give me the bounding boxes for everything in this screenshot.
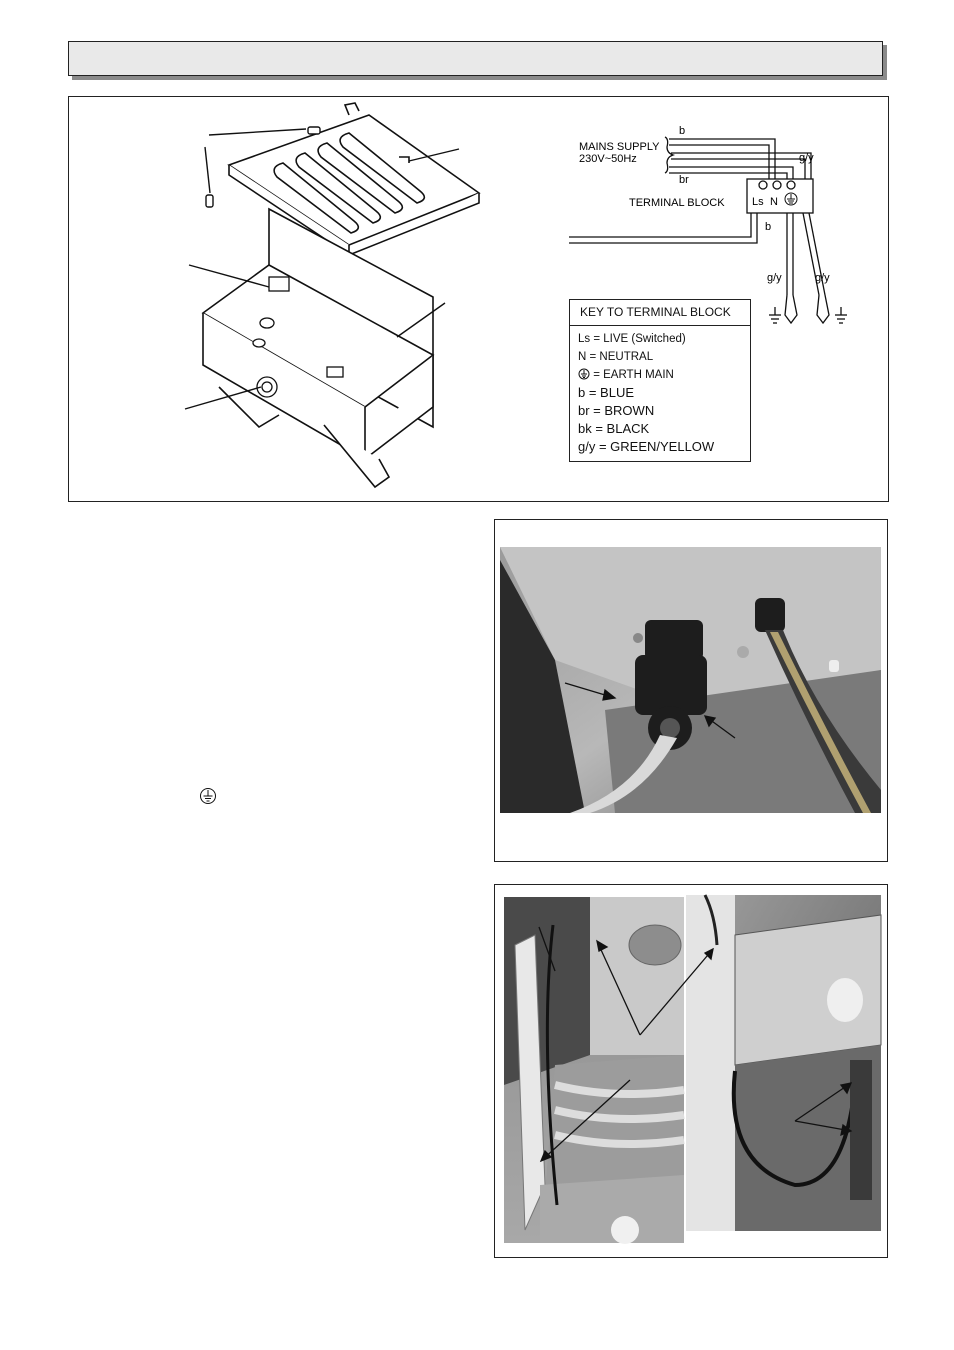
exploded-view-illustration [69,97,888,501]
terminal-key-box [569,299,751,462]
wire-label-gy-right: g/y [815,272,830,284]
key-line-earth [570,366,750,384]
key-line-earth-text: = EARTH MAIN [593,369,674,381]
mains-supply-label: MAINS SUPPLY [579,141,660,153]
terminal-ls: Ls [752,196,764,208]
photo-panel-cable-clamp [494,519,888,862]
voltage-label: 230V~50Hz [579,153,637,165]
key-line-blue: b = BLUE [578,385,635,400]
wire-label-gy-top: g/y [799,152,814,164]
cable-routing-photos [495,885,887,1257]
cable-clamp-photo [495,520,887,861]
key-line-brown: br = BROWN [578,403,655,418]
terminal-block-label: TERMINAL BLOCK [629,197,725,209]
wire-label-b-top: b [679,125,686,137]
earth-ground-icon [578,368,590,380]
key-line-live: Ls = LIVE (Switched) [578,333,686,345]
key-line-neutral: N = NEUTRAL [578,351,654,363]
section-header-bar [68,41,883,76]
wire-label-b-bottom: b [765,221,772,233]
wire-label-gy-left: g/y [767,272,782,284]
terminal-n: N [770,196,778,208]
key-line-green-yellow: g/y = GREEN/YELLOW [578,439,715,454]
earth-ground-icon [199,787,217,805]
key-line-black: bk = BLACK [578,421,650,436]
key-title: KEY TO TERMINAL BLOCK [570,300,750,326]
photo-panel-cable-routing [494,884,888,1258]
wire-label-br: br [679,174,689,186]
top-figure-panel [68,96,889,502]
